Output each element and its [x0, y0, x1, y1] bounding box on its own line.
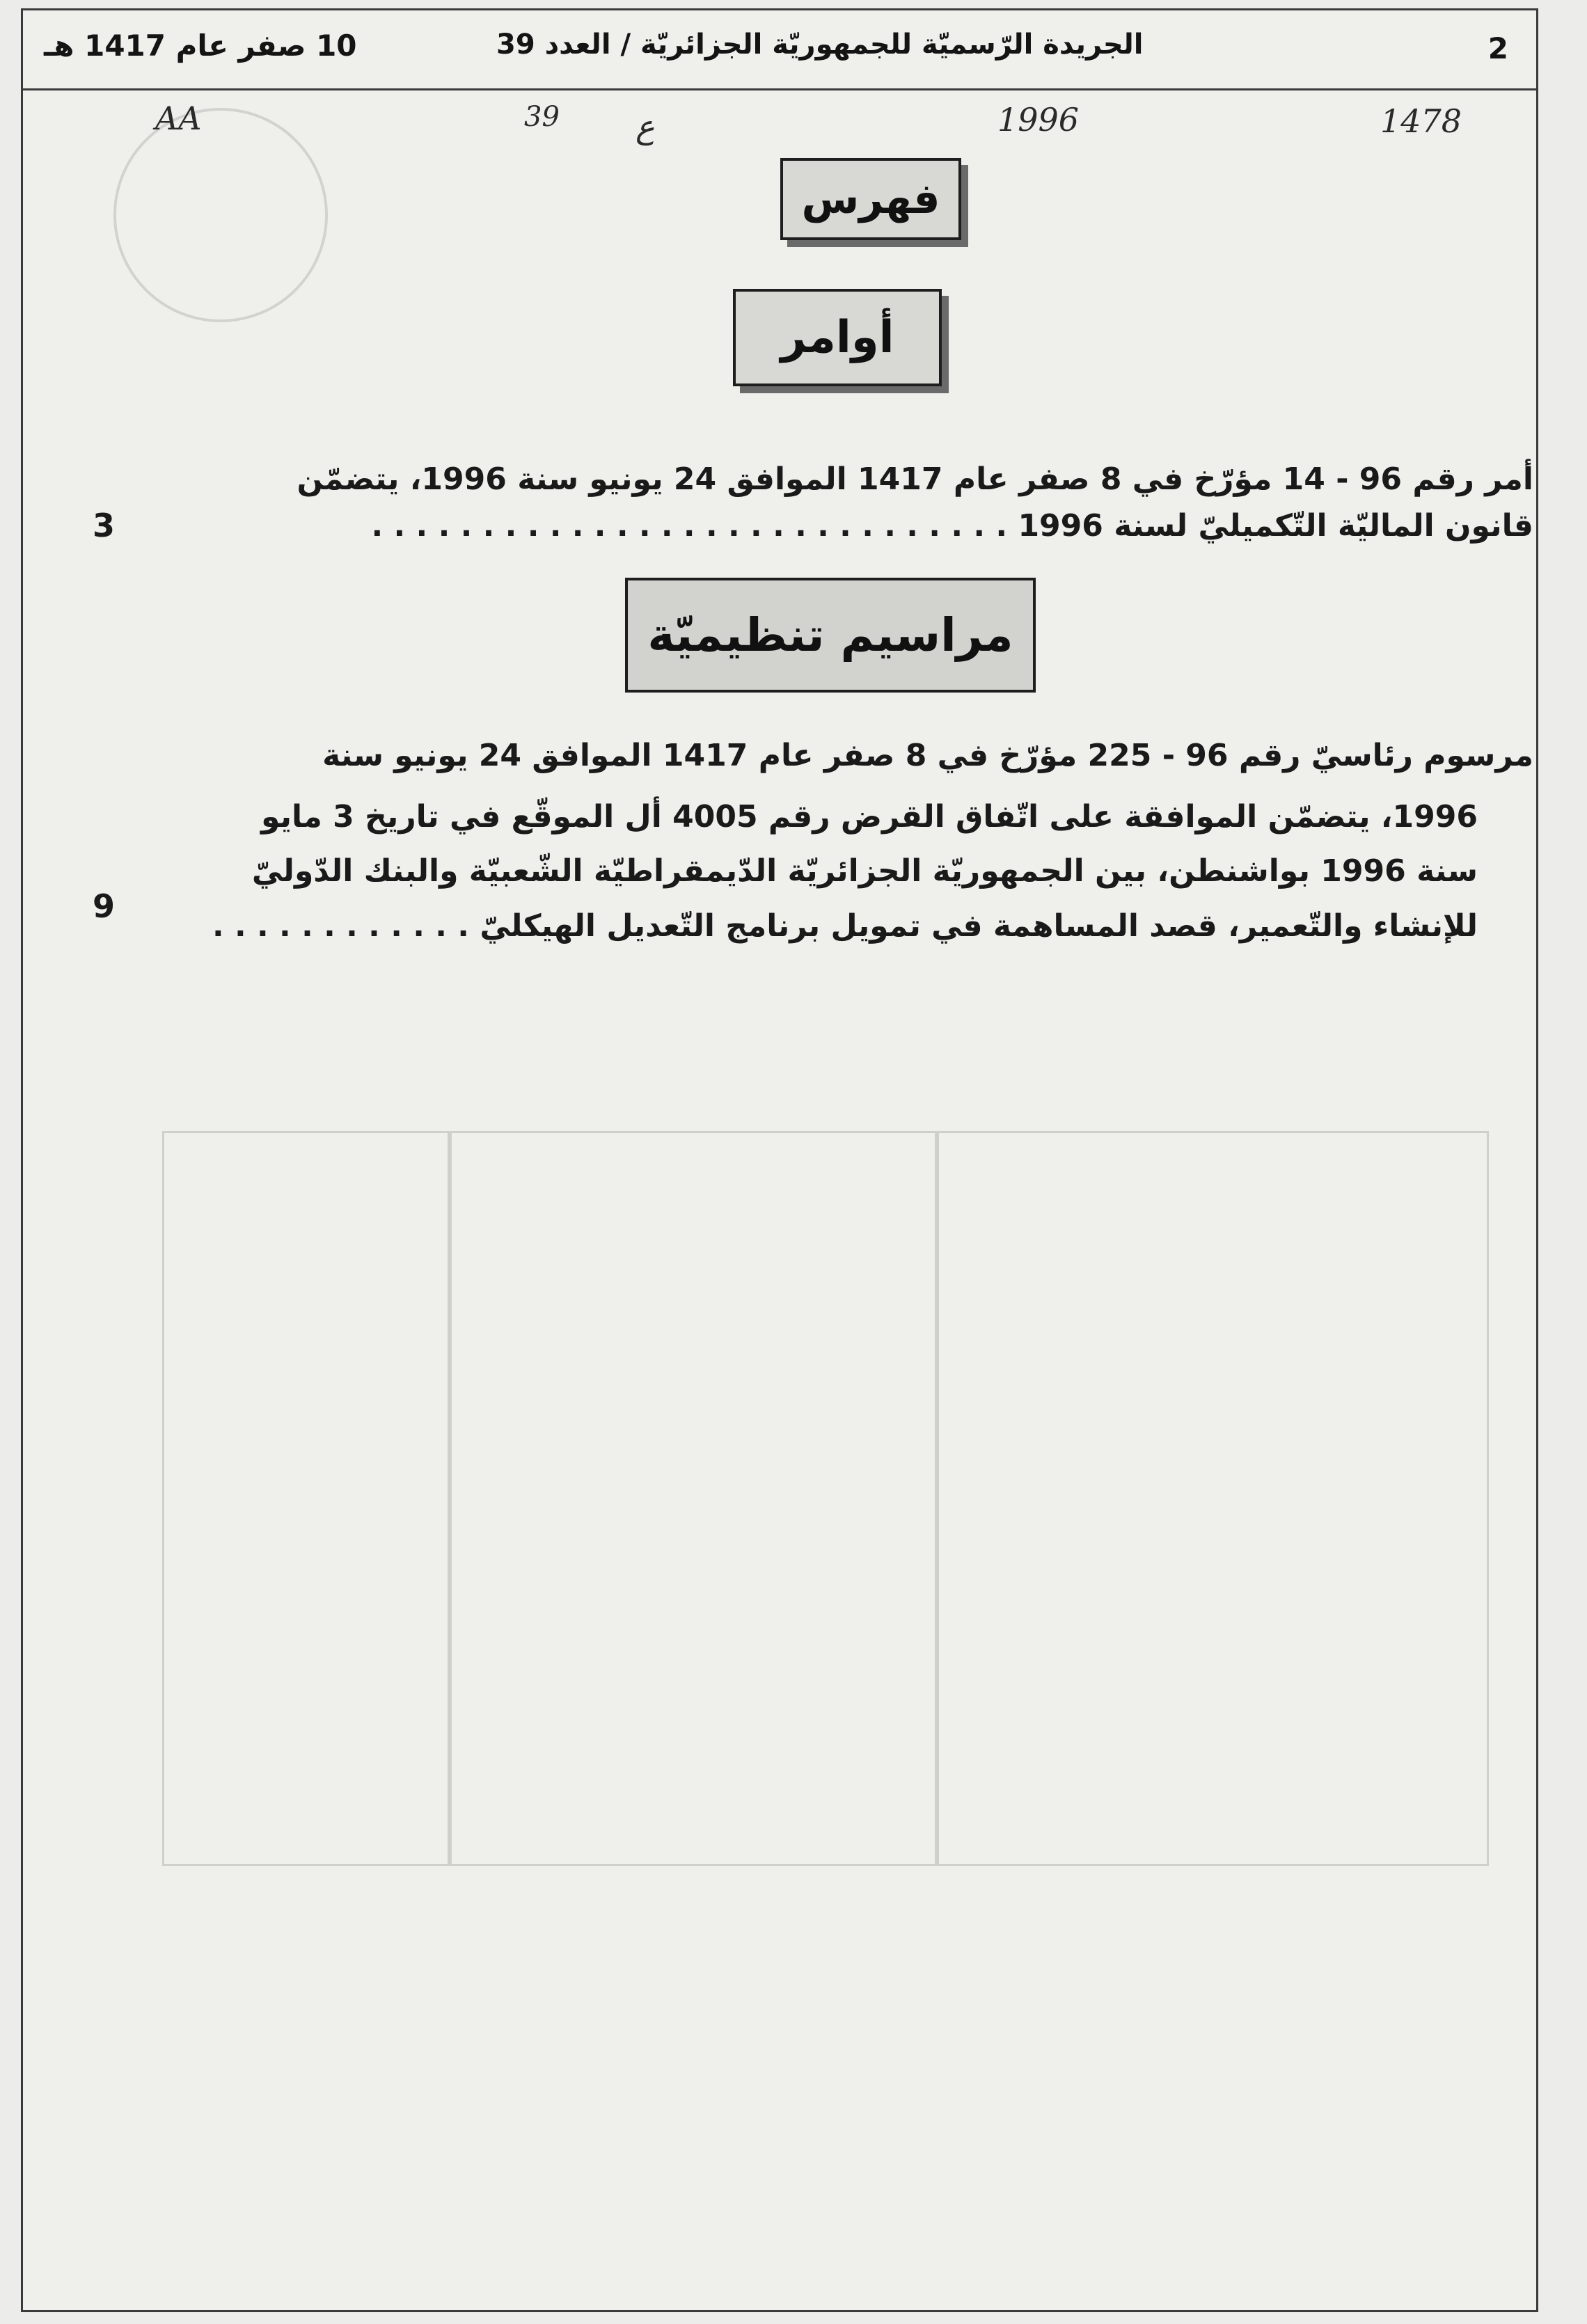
table-bleed-through-column	[448, 1131, 452, 1866]
table-bleed-through	[162, 1131, 1489, 1866]
stamp-bleed-through	[113, 108, 328, 322]
handwritten-note-right: 1478	[1380, 102, 1462, 140]
entry-text-line: للإنشاء والتّعمير، قصد المساهمة في تمويل برنامج التّعديل الهيكليّ . . . . . . . . . . . .	[212, 908, 1478, 944]
journal-title: الجريدة الرّسميّة للجمهوريّة الجزائريّة / العدد 39	[496, 29, 1144, 61]
entry-text-line: مرسوم رئاسيّ رقم 96 - 225 مؤرّخ في 8 صفر عام 1417 الموافق 24 يونيو سنة	[322, 738, 1533, 773]
entry-page-number: 9	[93, 887, 116, 925]
table-bleed-through-column	[935, 1131, 939, 1866]
document-page	[21, 8, 1538, 2312]
entry-text-line: سنة 1996 بواشنطن، بين الجمهوريّة الجزائريّة الدّيمقراطيّة الشّعبيّة والبنك الدّوليّ	[251, 853, 1478, 889]
entry-text-line: أمر رقم 96 - 14 مؤرّخ في 8 صفر عام 1417 الموافق 24 يونيو سنة 1996، يتضمّن	[297, 461, 1533, 497]
handwritten-note-issue: 39	[524, 101, 560, 133]
page-header	[23, 10, 1536, 90]
decrees-title: مراسيم تنظيميّة	[625, 578, 1036, 693]
handwritten-note-left: AA	[155, 100, 202, 137]
entry-page-number: 3	[93, 507, 116, 544]
handwritten-note-letter: ع	[635, 108, 655, 145]
page-number: 2	[1487, 31, 1508, 65]
entry-text-line: 1996، يتضمّن الموافقة على اتّفاق القرض رقم 4005 أل الموقّع في تاريخ 3 مايو	[260, 799, 1478, 835]
index-title: فهرس	[780, 158, 961, 240]
entry-text-line: قانون الماليّة التّكميليّ لسنة 1996 . . . . . . . . . . . . . . . . . . . . . . . . . . . . .	[371, 508, 1533, 544]
issue-date: 10 صفر عام 1417 هـ	[44, 29, 357, 63]
handwritten-note-year: 1996	[997, 101, 1080, 139]
orders-title: أوامر	[733, 289, 942, 386]
